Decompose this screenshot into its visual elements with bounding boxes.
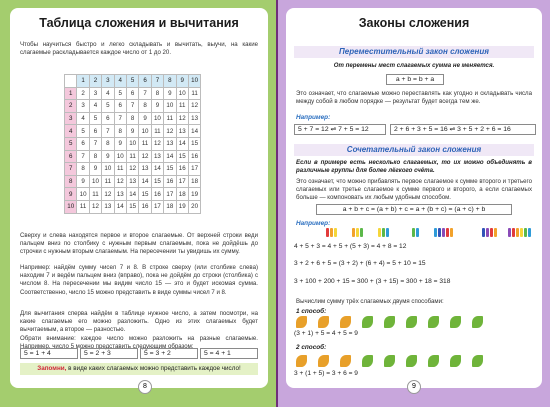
table-header-cell: 3	[102, 75, 114, 88]
intro-text: Чтобы научиться быстро и легко складывать и вычитать, выучи, на какие слагаемые раскладывается каждое число от 1 до 20.	[20, 41, 258, 57]
pencil-icon	[382, 228, 385, 237]
table-row	[65, 188, 201, 201]
table-row-header: 9	[65, 188, 77, 201]
table-cell: 9	[126, 125, 138, 138]
table-cell: 11	[114, 163, 126, 176]
table-cell: 12	[164, 125, 176, 138]
table-cell: 6	[114, 100, 126, 113]
explanation-text: Это означает, что можно прибавлять первое слагаемое к сумме второго и третьего слагаемых или третье слагаемое к сумме первого и второго, а если слагаемых больше — компоновать их любым удобным способом.	[296, 178, 532, 202]
table-cell: 12	[102, 188, 114, 201]
table-cell: 11	[164, 112, 176, 125]
pencil-icon	[334, 228, 337, 237]
formula-box: a + b + c = (a + b) + c = a + (b + c) = (a + c) + b	[316, 204, 512, 215]
pencil-icon	[450, 228, 453, 237]
table-cell: 18	[176, 188, 188, 201]
paragraph-3: Для вычитания сперва найдём в таблице нужное число, а затем посмотри, на какие слагаемые его можно разложить. Одно из этих слагаемых будет вычитаемым, а второе — разностью.	[20, 310, 258, 334]
table-cell: 8	[89, 150, 101, 163]
table-cell: 7	[139, 87, 151, 100]
table-cell: 19	[188, 188, 200, 201]
leaf-icon	[384, 316, 395, 328]
table-row	[65, 87, 201, 100]
table-cell: 14	[126, 188, 138, 201]
table-row	[65, 125, 201, 138]
section-header: Переместительный закон сложения	[294, 46, 534, 58]
example-box: 5 + 7 = 12 ⇌ 7 + 5 = 12	[294, 124, 386, 135]
right-page	[278, 0, 550, 407]
table-cell: 12	[114, 175, 126, 188]
table-header-cell: 6	[139, 75, 151, 88]
paragraph-1: Сверху и слева находятся первое и второе слагаемые. От верхней строки веди пальцем вниз по столбику с нужным первым слагаемым, пока не дойдёшь до строчки с нужным вторым слагаемым. На пересечении ты увидишь их сумму.	[20, 232, 258, 256]
table-cell: 13	[102, 200, 114, 213]
pencil-icon	[512, 228, 515, 237]
table-row	[65, 175, 201, 188]
table-cell: 15	[164, 163, 176, 176]
method-label: 1 способ:	[296, 308, 327, 315]
table-cell: 10	[176, 87, 188, 100]
table-cell: 13	[176, 125, 188, 138]
table-cell: 10	[89, 175, 101, 188]
pencil-icon	[442, 228, 445, 237]
pencil-icon	[482, 228, 485, 237]
table-cell: 11	[102, 175, 114, 188]
method-equation: (3 + 1) + 5 = 4 + 5 = 9	[294, 330, 358, 337]
table-cell: 10	[126, 137, 138, 150]
remember-text: в виде каких слагаемых можно представить каждое число!	[66, 365, 241, 372]
table-cell: 8	[114, 125, 126, 138]
paragraph-4: Обрати внимание: каждое число можно разложить на разные слагаемые. Например, число 5 можно представить следующим образом:	[20, 335, 258, 351]
leaf-icon	[296, 316, 307, 328]
table-header-cell: 1	[77, 75, 89, 88]
table-cell: 15	[176, 150, 188, 163]
table-cell: 14	[139, 175, 151, 188]
leaf-icon	[296, 355, 307, 367]
pencil-icon	[524, 228, 527, 237]
pencil-icon	[490, 228, 493, 237]
pencil-icon	[528, 228, 531, 237]
right-page-content	[286, 8, 542, 388]
table-cell: 9	[164, 87, 176, 100]
left-page-content	[10, 8, 268, 388]
table-cell: 12	[176, 112, 188, 125]
table-cell: 17	[188, 163, 200, 176]
equation-box: 5 = 2 + 3	[80, 348, 138, 359]
table-cell: 16	[139, 200, 151, 213]
table-cell: 5	[89, 112, 101, 125]
table-cell: 10	[102, 163, 114, 176]
table-cell: 8	[77, 163, 89, 176]
leaf-icon	[340, 355, 351, 367]
table-cell: 11	[151, 125, 163, 138]
table-cell: 7	[77, 150, 89, 163]
table-cell: 5	[102, 100, 114, 113]
table-cell: 11	[126, 150, 138, 163]
pencil-icon	[494, 228, 497, 237]
table-row	[65, 200, 201, 213]
table-cell: 19	[176, 200, 188, 213]
table-cell: 12	[139, 150, 151, 163]
pencil-icon	[516, 228, 519, 237]
equation-box: 5 = 1 + 4	[20, 348, 78, 359]
table-cell: 7	[89, 137, 101, 150]
leaf-icon	[450, 316, 461, 328]
leaf-icon	[318, 316, 329, 328]
pencil-icon	[378, 228, 381, 237]
pencil-icon	[360, 228, 363, 237]
table-header-cell: 10	[188, 75, 200, 88]
formula-box: a + b = b + a	[386, 74, 444, 85]
pencil-icon	[446, 228, 449, 237]
table-cell: 12	[89, 200, 101, 213]
table-row-header: 7	[65, 163, 77, 176]
leaf-icon	[428, 355, 439, 367]
table-cell: 12	[188, 100, 200, 113]
table-cell: 10	[114, 150, 126, 163]
law-statement: От перемены мест слагаемых сумма не меняется.	[333, 62, 495, 69]
leaf-icon	[384, 355, 395, 367]
page-number: 9	[407, 380, 421, 394]
table-cell: 14	[176, 137, 188, 150]
calc-intro: Вычислим сумму трёх слагаемых двумя способами:	[296, 298, 444, 305]
leaf-icon	[450, 355, 461, 367]
table-cell: 6	[126, 87, 138, 100]
table-cell: 13	[188, 112, 200, 125]
table-cell: 18	[188, 175, 200, 188]
table-cell: 11	[139, 137, 151, 150]
table-cell: 4	[102, 87, 114, 100]
table-cell: 14	[164, 150, 176, 163]
table-cell: 6	[102, 112, 114, 125]
table-cell: 16	[188, 150, 200, 163]
table-header-cell: 8	[164, 75, 176, 88]
pencil-icon	[520, 228, 523, 237]
table-cell: 6	[89, 125, 101, 138]
pencil-icon	[412, 228, 415, 237]
table-cell: 8	[139, 100, 151, 113]
pencil-icon	[330, 228, 333, 237]
table-cell: 3	[77, 100, 89, 113]
pencil-icon	[508, 228, 511, 237]
example-line: 3 + 100 + 200 + 15 = 300 + (3 + 15) = 300 + 18 = 318	[294, 278, 451, 285]
table-cell: 7	[102, 125, 114, 138]
table-cell: 4	[77, 112, 89, 125]
table-row-header: 3	[65, 112, 77, 125]
table-cell: 16	[151, 188, 163, 201]
table-cell: 15	[188, 137, 200, 150]
table-cell: 10	[139, 125, 151, 138]
table-cell: 14	[188, 125, 200, 138]
explanation-text: Это означает, что слагаемые можно переставлять как угодно и складывать числа между собой в любом порядке — результат будет всегда тем же.	[296, 90, 532, 106]
pencil-icon	[438, 228, 441, 237]
page-title: Законы сложения	[358, 16, 470, 30]
method-equation: 3 + (1 + 5) = 3 + 6 = 9	[294, 370, 358, 377]
table-cell: 10	[164, 100, 176, 113]
table-row-header: 10	[65, 200, 77, 213]
table-header-cell: 7	[151, 75, 163, 88]
table-cell: 18	[164, 200, 176, 213]
leaf-icon	[340, 316, 351, 328]
table-header-cell: 2	[89, 75, 101, 88]
table-cell: 11	[77, 200, 89, 213]
table-cell: 17	[176, 175, 188, 188]
table-cell: 4	[89, 100, 101, 113]
table-cell: 8	[126, 112, 138, 125]
leaf-icon	[362, 355, 373, 367]
table-cell: 12	[126, 163, 138, 176]
table-row-header: 1	[65, 87, 77, 100]
leaf-icon	[406, 355, 417, 367]
table-cell: 9	[151, 100, 163, 113]
section-header: Сочетательный закон сложения	[294, 144, 534, 156]
table-cell: 9	[102, 150, 114, 163]
table-cell: 15	[126, 200, 138, 213]
example-label: Например:	[296, 220, 331, 227]
table-cell: 15	[139, 188, 151, 201]
table-row-header: 2	[65, 100, 77, 113]
table-cell: 5	[77, 125, 89, 138]
table-cell: 13	[151, 150, 163, 163]
method-label: 2 способ:	[296, 344, 327, 351]
table-cell: 17	[164, 188, 176, 201]
page-number: 8	[138, 380, 152, 394]
pencil-icon	[434, 228, 437, 237]
table-cell: 12	[151, 137, 163, 150]
table-cell: 11	[176, 100, 188, 113]
table-row-header: 5	[65, 137, 77, 150]
table-row	[65, 163, 201, 176]
pencil-icon	[352, 228, 355, 237]
table-header-cell: 4	[114, 75, 126, 88]
table-cell: 13	[164, 137, 176, 150]
table-cell: 9	[139, 112, 151, 125]
pencil-icon	[356, 228, 359, 237]
table-cell: 9	[77, 175, 89, 188]
paragraph-2: Например: найдём сумму чисел 7 и 8. В строке сверху (или столбике слева) находим 7 и ведём пальцем вниз (вправо), пока не дойдём до строки (столбика) с числом 8. На пересечении мы видим число 15 — это и будет искомая сумма. Соответственно, число 15 можно представить в виде суммы чисел 7 и 8.	[20, 264, 258, 296]
table-row-header: 8	[65, 175, 77, 188]
table-cell: 10	[77, 188, 89, 201]
table-row	[65, 137, 201, 150]
law-statement: Если в примере есть несколько слагаемых, то их можно объединять в различные группы для более лёгкого счёта.	[296, 159, 532, 175]
table-cell: 13	[139, 163, 151, 176]
table-cell: 15	[151, 175, 163, 188]
pencil-icon	[486, 228, 489, 237]
example-box: 2 + 6 + 3 + 5 = 16 ⇌ 3 + 5 + 2 + 6 = 16	[390, 124, 536, 135]
table-cell: 16	[164, 175, 176, 188]
table-header-cell: 5	[126, 75, 138, 88]
table-cell: 10	[151, 112, 163, 125]
leaf-icon	[472, 316, 483, 328]
table-cell: 5	[114, 87, 126, 100]
table-row	[65, 100, 201, 113]
pencil-icon	[386, 228, 389, 237]
table-cell: 8	[151, 87, 163, 100]
table-cell: 13	[126, 175, 138, 188]
example-line: 3 + 2 + 6 + 5 = (3 + 2) + (6 + 4) = 5 + 10 = 15	[294, 260, 426, 267]
table-cell: 13	[114, 188, 126, 201]
table-cell: 8	[102, 137, 114, 150]
table-cell: 2	[77, 87, 89, 100]
table-cell: 3	[89, 87, 101, 100]
table-row-header: 6	[65, 150, 77, 163]
table-cell: 9	[114, 137, 126, 150]
example-line: 4 + 5 + 3 = 4 + 5 + (5 + 3) = 4 + 8 = 12	[294, 243, 407, 250]
table-cell: 11	[188, 87, 200, 100]
table-cell: 7	[126, 100, 138, 113]
example-label: Например:	[296, 114, 331, 121]
table-cell: 14	[151, 163, 163, 176]
page-title: Таблица сложения и вычитания	[39, 16, 239, 30]
remember-lead: Запомни,	[37, 365, 67, 372]
leaf-icon	[428, 316, 439, 328]
leaf-icon	[406, 316, 417, 328]
table-corner	[65, 75, 77, 88]
table-cell: 11	[89, 188, 101, 201]
table-row	[65, 150, 201, 163]
table-cell: 14	[114, 200, 126, 213]
table-cell: 20	[188, 200, 200, 213]
table-cell: 16	[176, 163, 188, 176]
table-row-header: 4	[65, 125, 77, 138]
table-header-cell: 9	[176, 75, 188, 88]
addition-table	[64, 74, 201, 214]
pencil-icon	[326, 228, 329, 237]
table-cell: 9	[89, 163, 101, 176]
remember-note	[20, 363, 258, 375]
leaf-icon	[362, 316, 373, 328]
leaf-icon	[472, 355, 483, 367]
table-row	[65, 112, 201, 125]
equation-box: 5 = 3 + 2	[140, 348, 198, 359]
table-cell: 6	[77, 137, 89, 150]
table-cell: 7	[114, 112, 126, 125]
table-cell: 17	[151, 200, 163, 213]
leaf-icon	[318, 355, 329, 367]
pencil-icon	[416, 228, 419, 237]
equation-box: 5 = 4 + 1	[200, 348, 258, 359]
